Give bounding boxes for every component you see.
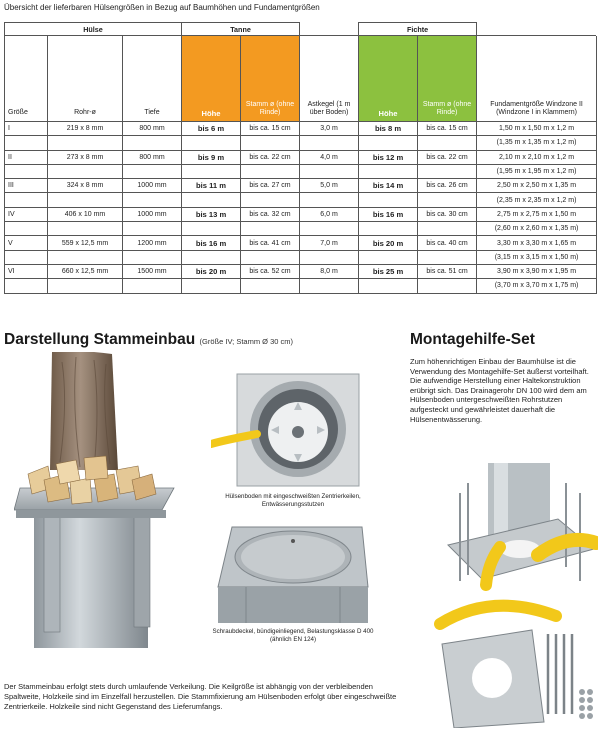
header-tanne-stamm: Stamm ø (ohne Rinde) (241, 36, 300, 122)
cell-fundament-zone1: (1,95 m x 1,95 m x 1,2 m) (477, 164, 597, 178)
montagehilfe-text: Zum höhenrichtigen Einbau der Baumhülse ist die Verwendung des Montagehilfe-Set äußerst vorteilhaft. Die aufwendige Herstellung einer Haltekonstruktion erübrigt sich. Das Drainagerohr DN 100 wird dem am Hülsenboden untergeschweißten Rohrstutzen aufgesteckt und gewährleistet dauerhaft die Hülsenentwässerung. (410, 357, 589, 424)
stammeinbau-title: Darstellung Stammeinbau (4, 331, 196, 348)
cell-fichte-hoehe: bis 14 m (359, 179, 418, 193)
cell-fundament-zone2: 3,90 m x 3,90 m x 1,95 m (477, 264, 597, 278)
header-fundament: Fundamentgröße Windzone II (Windzone I in Klammern) (477, 36, 597, 122)
cell-fundament-zone1: (2,35 m x 2,35 m x 1,2 m) (477, 193, 597, 207)
cell-tanne-stamm: bis ca. 27 cm (241, 179, 300, 193)
table-row (5, 236, 597, 250)
cell-rohr: 273 x 8 mm (48, 150, 123, 164)
cell-tanne-stamm: bis ca. 15 cm (241, 122, 300, 136)
cell-fichte-stamm: bis ca. 51 cm (418, 264, 477, 278)
cell-fundament-zone2: 2,50 m x 2,50 m x 1,35 m (477, 179, 597, 193)
cell-fichte-stamm: bis ca. 15 cm (418, 122, 477, 136)
cell-fichte-hoehe: bis 8 m (359, 122, 418, 136)
cell-fichte-stamm: bis ca. 26 cm (418, 179, 477, 193)
trunk-installation-image (14, 352, 184, 662)
cell-fichte-hoehe: bis 16 m (359, 207, 418, 221)
cell-tiefe: 800 mm (123, 122, 182, 136)
cell-groesse: I (5, 122, 48, 136)
intro-text: Übersicht der lieferbaren Hülsengrößen in Bezug auf Baumhöhen und Fundamentgrößen (4, 3, 320, 12)
table-row-sub (5, 222, 597, 236)
cell-tanne-stamm: bis ca. 32 cm (241, 207, 300, 221)
cell-fundament-zone1: (2,60 m x 2,60 m x 1,35 m) (477, 222, 597, 236)
stammeinbau-text: Der Stammeinbau erfolgt stets durch umlaufende Verkeilung. Die Keilgröße ist abhängig von der verbleibenden Spaltweite, Holzkeile sind im Einzelfall herzustellen. Die Stammfixierung am Hülsenboden erfolgt über eingeschweißte Zentrierkeile. Holzkeile sind nicht Gegenstand des Lieferumfangs. (4, 682, 397, 711)
cell-fundament-zone2: 3,30 m x 3,30 m x 1,65 m (477, 236, 597, 250)
header-astkegel: Astkegel (1 m über Boden) (300, 36, 359, 122)
cell-tiefe: 800 mm (123, 150, 182, 164)
cell-fichte-hoehe: bis 20 m (359, 236, 418, 250)
header-fichte-hoehe: Höhe (359, 36, 418, 122)
cell-fundament-zone2: 2,75 m x 2,75 m x 1,50 m (477, 207, 597, 221)
cell-fichte-stamm: bis ca. 40 cm (418, 236, 477, 250)
cell-tanne-stamm: bis ca. 22 cm (241, 150, 300, 164)
cell-tanne-stamm: bis ca. 41 cm (241, 236, 300, 250)
cell-rohr: 219 x 8 mm (48, 122, 123, 136)
group-huelse: Hülse (5, 23, 182, 36)
cell-groesse: III (5, 179, 48, 193)
cell-tanne-hoehe: bis 6 m (182, 122, 241, 136)
cell-rohr: 660 x 12,5 mm (48, 264, 123, 278)
sleeve-bottom-image (211, 372, 371, 492)
cell-tanne-hoehe: bis 11 m (182, 179, 241, 193)
cell-fichte-hoehe: bis 25 m (359, 264, 418, 278)
screw-cover-caption: Schraubdeckel, bündigeinliegend, Belastungsklasse D 400 (ähnlich EN 124) (212, 628, 374, 644)
cell-fundament-zone2: 1,50 m x 1,50 m x 1,2 m (477, 122, 597, 136)
table-row-sub (5, 193, 597, 207)
table-row-sub (5, 136, 597, 150)
stammeinbau-subtitle: (Größe IV; Stamm Ø 30 cm) (199, 337, 294, 346)
cell-astkegel: 4,0 m (300, 150, 359, 164)
table-row (5, 207, 597, 221)
header-tanne-hoehe: Höhe (182, 36, 241, 122)
cell-fichte-stamm: bis ca. 22 cm (418, 150, 477, 164)
sleeve-bottom-caption: Hülsenboden mit eingeschweißten Zentrierkeilen, Entwässerungsstutzen (225, 493, 361, 509)
table-row-sub (5, 164, 597, 178)
table-row-sub (5, 250, 597, 264)
table-row (5, 264, 597, 278)
cell-groesse: II (5, 150, 48, 164)
cell-astkegel: 6,0 m (300, 207, 359, 221)
cell-tanne-hoehe: bis 20 m (182, 264, 241, 278)
cell-fichte-stamm: bis ca. 30 cm (418, 207, 477, 221)
cell-groesse: IV (5, 207, 48, 221)
cell-astkegel: 7,0 m (300, 236, 359, 250)
cell-fundament-zone1: (3,70 m x 3,70 m x 1,75 m) (477, 279, 597, 293)
cell-tiefe: 1200 mm (123, 236, 182, 250)
group-fichte: Fichte (359, 23, 477, 36)
header-tiefe: Tiefe (123, 36, 182, 122)
group-tanne: Tanne (182, 23, 300, 36)
cell-groesse: VI (5, 264, 48, 278)
cell-fundament-zone2: 2,10 m x 2,10 m x 1,2 m (477, 150, 597, 164)
cell-rohr: 406 x 10 mm (48, 207, 123, 221)
montagehilfe-assembly-image (438, 463, 598, 591)
cell-tiefe: 1000 mm (123, 207, 182, 221)
cell-tanne-stamm: bis ca. 52 cm (241, 264, 300, 278)
cell-fundament-zone1: (3,15 m x 3,15 m x 1,50 m) (477, 250, 597, 264)
header-rohr: Rohr-ø (48, 36, 123, 122)
header-fichte-stamm: Stamm ø (ohne Rinde) (418, 36, 477, 122)
table-row (5, 150, 597, 164)
stammeinbau-heading (4, 331, 293, 349)
screw-cover-image (212, 517, 374, 627)
cell-rohr: 559 x 12,5 mm (48, 236, 123, 250)
table-row-sub (5, 279, 597, 293)
cell-tiefe: 1000 mm (123, 179, 182, 193)
cell-rohr: 324 x 8 mm (48, 179, 123, 193)
size-table (4, 22, 597, 294)
cell-fichte-hoehe: bis 12 m (359, 150, 418, 164)
cell-astkegel: 3,0 m (300, 122, 359, 136)
table-row (5, 122, 597, 136)
cell-tanne-hoehe: bis 16 m (182, 236, 241, 250)
header-groesse: Größe (5, 36, 48, 122)
cell-astkegel: 8,0 m (300, 264, 359, 278)
montagehilfe-parts-image (432, 594, 598, 728)
cell-tanne-hoehe: bis 13 m (182, 207, 241, 221)
cell-astkegel: 5,0 m (300, 179, 359, 193)
cell-tiefe: 1500 mm (123, 264, 182, 278)
cell-groesse: V (5, 236, 48, 250)
cell-tanne-hoehe: bis 9 m (182, 150, 241, 164)
montagehilfe-title: Montagehilfe-Set (410, 331, 535, 348)
cell-fundament-zone1: (1,35 m x 1,35 m x 1,2 m) (477, 136, 597, 150)
table-row (5, 179, 597, 193)
